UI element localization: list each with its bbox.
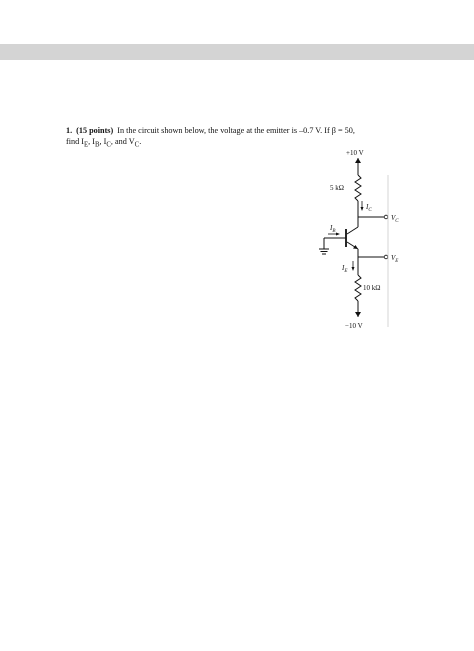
ib-label: $I_B$: [330, 224, 336, 234]
ic-label: $I_C$: [366, 203, 372, 213]
question-points: (15 points): [76, 126, 114, 135]
re-label: 10 kΩ: [363, 284, 381, 292]
vc-label: $V_C$: [391, 214, 399, 224]
vcc-label: +10 V: [346, 149, 364, 157]
viewer-toolbar: [0, 44, 474, 60]
vee-label: −10 V: [345, 322, 363, 330]
ie-label: $I_E$: [342, 264, 348, 274]
ve-label: $V_E$: [391, 254, 399, 264]
emitter-arrow: [353, 245, 358, 249]
collector-resistor: [355, 175, 361, 201]
rc-label: 5 kΩ: [330, 184, 344, 192]
bjt-circuit-diagram: [300, 145, 430, 335]
question-text-line2: find $I_E$, $I_B$, $I_C$, and $V_C$.: [66, 136, 142, 149]
emitter-resistor: [355, 275, 361, 301]
question-number: 1.: [66, 126, 73, 135]
question-text-line1: In the circuit shown below, the voltage at the emitter is –0.7 V. If β = 50,: [117, 126, 355, 135]
